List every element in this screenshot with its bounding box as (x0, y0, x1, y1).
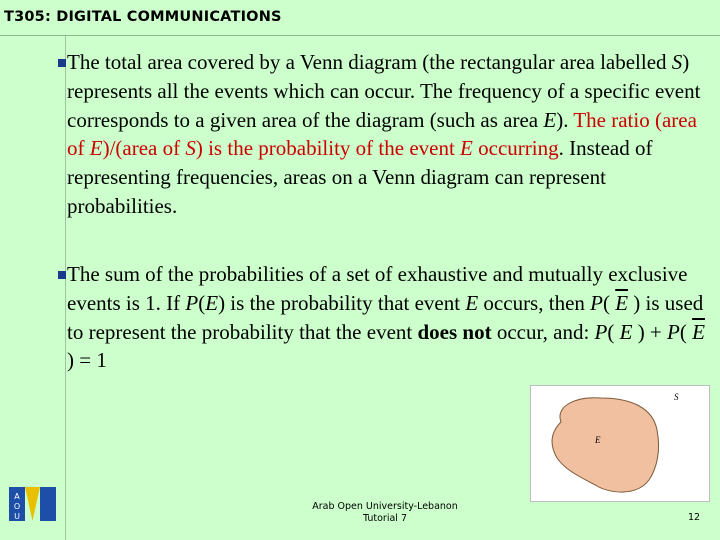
paragraph-venn-definition: The total area covered by a Venn diagram (the rectangular area labelled S) represents all the events which can occur. The frequency of a specific event corresponds to a given area of the diagram (such as area E). The ratio (area of E)/(area of S) is the probability of the event E occurring. Instead of representing frequencies, areas on a Venn diagram can represent probabilities. (67, 48, 707, 221)
footer-tutorial: Tutorial 7 (363, 513, 407, 524)
paragraph-probability-sum: The sum of the probabilities of a set of exhaustive and mutually exclusive events is 1. If P(E) is the probability that event E occurs, then P( $\overline{E}$ ) is used to represent the probability that the event does not occur, and: P( E ) + P( $\overline{E}$ ) = 1 (67, 260, 707, 375)
e-complement: $\overline{E}$ (692, 319, 705, 344)
arab-open-university-logo (9, 487, 56, 521)
svg-text:A: A (14, 492, 20, 501)
emphasis-does-not: does not (417, 319, 492, 344)
header-title: T305: DIGITAL COMMUNICATIONS (4, 9, 282, 25)
svg-text:U: U (14, 512, 20, 521)
bullet-icon (58, 59, 66, 67)
venn-label-s: S (674, 392, 679, 402)
e-complement: $\overline{E}$ (615, 290, 629, 315)
footer-university: Arab Open University-Lebanon (312, 501, 458, 512)
venn-diagram (530, 385, 710, 502)
slide-header (0, 0, 720, 36)
svg-text:O: O (13, 502, 21, 511)
highlighted-definition: The ratio (area of E)/(area of S) is the probability of the event E occurring (67, 107, 697, 161)
page-number: 12 (688, 512, 701, 523)
footer-text (300, 501, 470, 525)
left-margin-strip (0, 36, 66, 540)
venn-label-e: E (595, 435, 601, 445)
venn-blob (531, 386, 711, 503)
bullet-icon (58, 271, 66, 279)
